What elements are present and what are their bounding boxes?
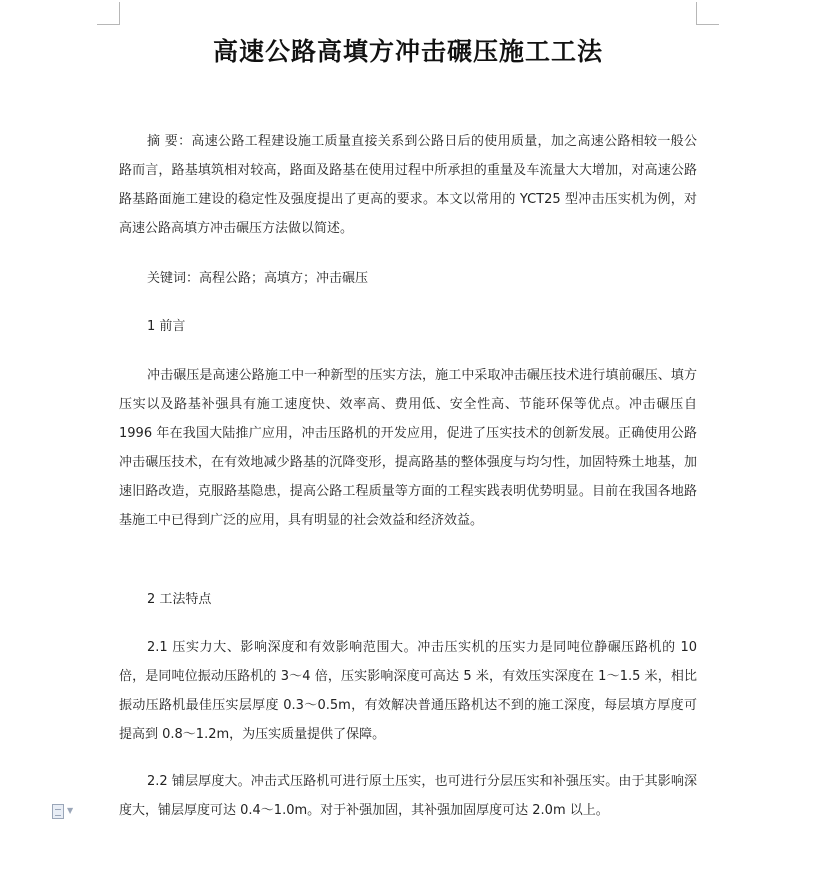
section-1-paragraph: 冲击碾压是高速公路施工中一种新型的压实方法，施工中采取冲击碾压技术进行填前碾压、填方压实以及路基补强具有施工速度快、效率高、费用低、安全性高、节能环保等优点。冲击碾压自 1996 年在我国大陆推广应用，冲击压路机的开发应用，促进了压实技术的创新发展。正确使用公路冲击碾压技术，在有效地减少路基的沉降变形，提高路基的整体强度与均匀性，加固特殊土地基，加速旧路改造，克服路基隐患，提高公路工程质量等方面的工程实践表明优势明显。目前在我国各地路基施工中已得到广泛的应用，具有明显的社会效益和经济效益。 — [119, 368, 697, 528]
keywords-block — [119, 264, 697, 293]
crop-mark-top-right — [696, 2, 719, 25]
abstract-block — [119, 127, 697, 243]
document-title: 高速公路高填方冲击碾压施工工法 — [212, 37, 603, 66]
document-icon — [52, 804, 64, 819]
crop-mark-top-left — [97, 2, 120, 25]
section-2-1-paragraph: 2.1 压实力大、影响深度和有效影响范围大。冲击压实机的压实力是同吨位静碾压路机的 10 倍，是同吨位振动压路机的 3～4 倍，压实影响深度可高达 5 米，有效压实深度在 1～1.5 米，相比振动压路机最佳压实层厚度 0.3～0.5m，有效解决普通压路机达不到的施工深度，每层填方厚度可提高到 0.8～1.2m，为压实质量提供了保障。 — [119, 640, 697, 742]
section-2-2-paragraph: 2.2 铺层厚度大。冲击式压路机可进行原土压实，也可进行分层压实和补强压实。由于其影响深度大，铺层厚度可达 0.4～1.0m。对于补强加固，其补强加固厚度可达 2.0m 以上。 — [119, 774, 697, 818]
abstract-paragraph: 摘 要：高速公路工程建设施工质量直接关系到公路日后的使用质量，加之高速公路相较一般公路而言，路基填筑相对较高，路面及路基在使用过程中所承担的重量及车流量大大增加，对高速公路路基路面施工建设的稳定性及强度提出了更高的要求。本文以常用的 YCT25 型冲击压实机为例，对高速公路高填方冲击碾压方法做以简述。 — [119, 134, 697, 236]
section-2-heading-block — [119, 585, 697, 614]
section-1-heading: 1 前言 — [147, 319, 186, 334]
section-2-heading: 2 工法特点 — [147, 592, 212, 607]
section-2-2-body — [119, 767, 697, 825]
section-1-heading-block — [119, 312, 697, 341]
keywords-paragraph: 关键词：高程公路；高填方；冲击碾压 — [147, 271, 369, 286]
section-1-body — [119, 361, 697, 535]
paragraph-options-button[interactable] — [52, 803, 82, 819]
section-2-1-body — [119, 633, 697, 749]
dropdown-caret-icon: ▼ — [67, 806, 74, 815]
